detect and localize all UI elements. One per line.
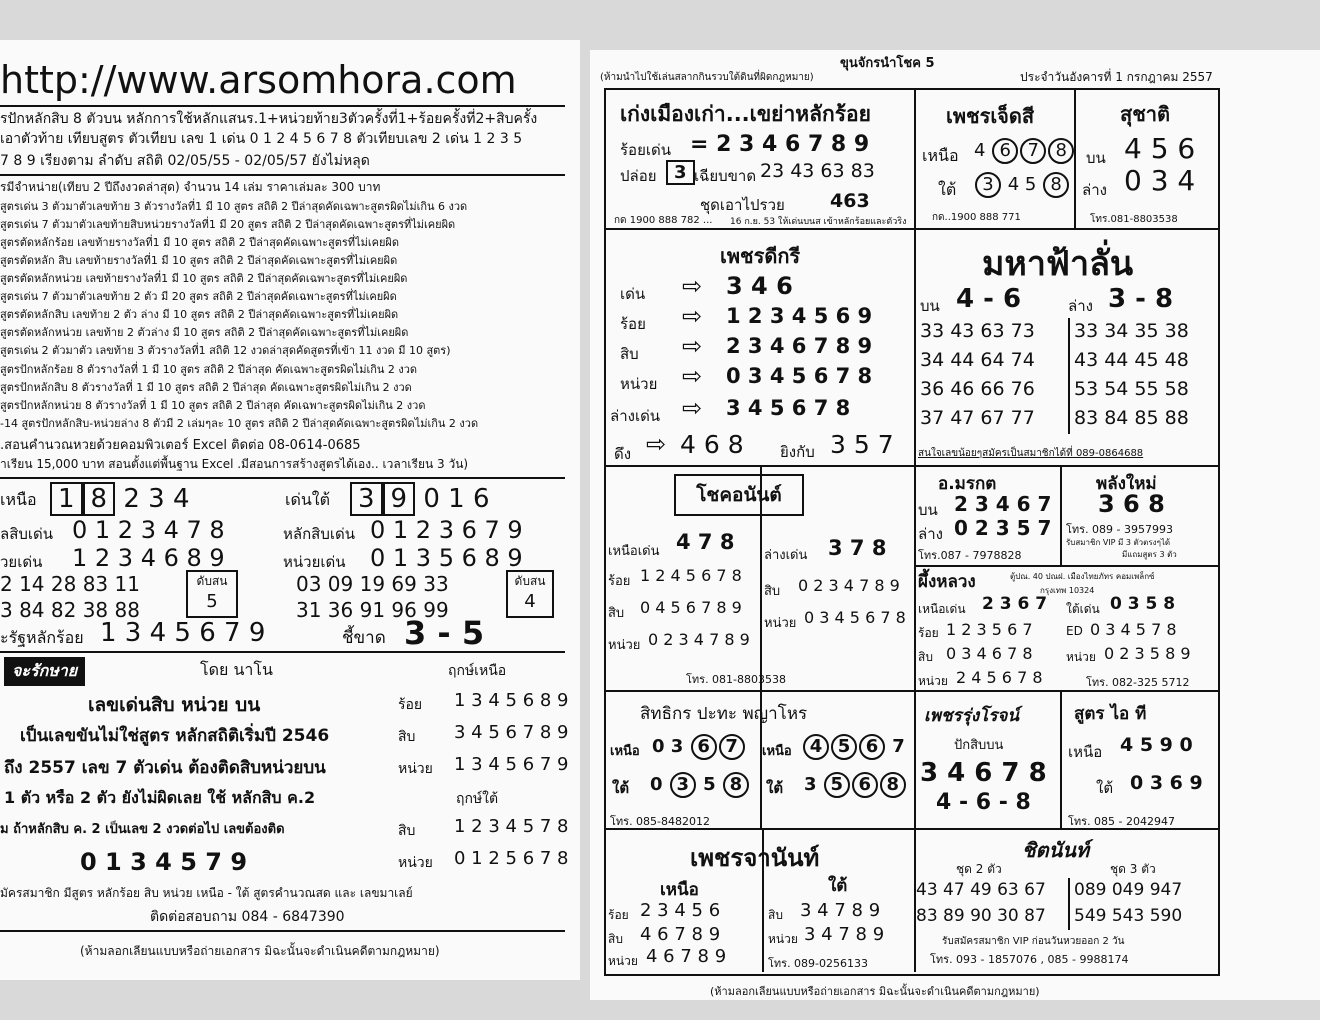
north-number: 1 8 2 3 4 [50,482,190,516]
c5-grid-row: 43 44 45 48 [1074,349,1189,371]
row-label: หลักสิบเด่น [283,525,355,543]
c8-title: พลังใหม่ [1096,474,1157,494]
digit-label: หน่วย [398,761,433,777]
c9-roi-value: 1 2 3 5 6 7 [946,620,1033,639]
c14-tel: โทร. 093 - 1857076 , 085 - 9988174 [930,953,1129,966]
right-page [590,50,1320,1000]
row-label: ลสิบเด่น [0,525,53,543]
c6-roi-value: 1 2 4 5 6 7 8 [640,566,742,585]
c4-arrow-icon: ⇨ [682,272,703,300]
text-line: ม ถ้าหลักสิบ ค. 2 เป็นเลข 2 งวดต่อไป เลขต้องติด [0,822,285,837]
c6-n-value: 4 7 8 [676,530,735,554]
digit-value: 1 3 4 5 6 7 9 [454,754,569,775]
c11-sub: ปักสิบบน [954,738,1004,753]
row-label: วยเด่น [0,553,43,571]
c9-t-value: 0 3 5 8 [1110,594,1176,614]
pairs-row: 03 09 19 69 33 [296,572,449,596]
c6-l-value: 3 7 8 [828,536,887,560]
footer: (ห้ามลอกเลียนแบบหรือถ่ายเอกสาร มิฉะนั้นจะดำเนินคดีตามกฎหมาย) [80,944,440,958]
c13-nuai-label: หน่วย [608,954,638,968]
text-line: รปักหลักสิบ 8 ตัวบน หลักการใช้หลักแสนร.1+หน่วยท้าย3ตัวครั้งที่1+ร้อยครั้งที่2+สิบครั้ง [0,111,538,127]
c13-title: เพชรจานันท์ [690,844,820,872]
c14-set2-row: 43 47 49 63 67 [916,880,1046,900]
c1-title: เก่งเมืองเก่า...เขย่าหลักร้อย [620,102,871,126]
under-number: 3 9 0 1 6 [350,482,490,516]
heading: เลขเด่นสิบ หน่วย บน [88,694,261,716]
c5-lang-label: ล่าง [1068,297,1093,315]
c5-bon-value: 4 - 6 [956,284,1022,314]
c13-tel: โทร. 089-0256133 [768,957,869,970]
c9-tel: โทร. 082-325 5712 [1086,676,1190,689]
digit-label: หน่วย [398,855,433,871]
c1-ploi-label: ปล่อย [620,167,657,185]
c6-sib-r-value: 0 2 3 4 7 8 9 [798,576,900,595]
text-line: 7 8 9 เรียงตาม ลำดับ สถิติ 02/05/55 - 02/05/57 ยังไม่หลุด [0,153,370,169]
c4-row-value: 3 4 6 [726,272,793,300]
c4-arrow-icon: ⇨ [682,332,703,360]
c9-ee-label: ED [1066,624,1083,638]
c2-tel: กด..1900 888 771 [932,212,1021,223]
c4-row-label: หน่วย [620,375,658,393]
c5-grid-row: 33 34 35 38 [1074,320,1189,342]
digit-label: ร้อย [398,697,423,713]
c8-note: มีแถมสูตร 3 ตัว [1122,550,1177,559]
pairs-row: 31 36 91 96 99 [296,598,449,622]
c7-bon-value: 2 3 4 6 7 [954,492,1052,516]
c12-t-label: ใต้ [1096,779,1114,797]
c4-row-label: เด่น [620,285,646,303]
c1-ploi-box: 3 [666,160,695,185]
c1-chut-label: ชุดเอาไปรวย [700,196,785,214]
theory-south: ฤกษ์ใต้ [456,791,499,807]
c6-tel: โทร. 081-8803538 [686,673,787,686]
c14-set3-row: 549 543 590 [1074,906,1183,926]
c8-tel: โทร. 089 - 3957993 [1066,523,1174,536]
c1-tel: กด 1900 888 782 ... [614,215,713,226]
c1-roi-label: ร้อยเด่น [620,141,671,159]
dub-box: ดับสน 4 [506,570,554,618]
c14-set3-label: ชุด 3 ตัว [1110,862,1156,876]
c6-sib-r-label: สิบ [764,584,781,599]
text-line: .สอนคำนวณหวยด้วยคอมพิวเตอร์ Excel ติดต่อ 08-0614-0685 [0,438,361,453]
c13-t-label: ใต้ [828,876,848,896]
c11-value2: 4 - 6 - 8 [936,790,1031,815]
text-line: สูตรเด่น 2 ตัวมาตัว เลขท้าย 3 ตัวรางวัลที่1 สถิติ 12 งวดล่าสุดคัดสูตรที่เข้า 11 งวด มี 10 สูตร) [0,344,451,357]
text-line: เป็นเลขขันไม่ใช่สูตร หลักสถิติเริ่มปี 2546 [20,726,330,746]
text-line: สูตรตัดหลักหน่วย เลขท้าย 2 ตัวล่าง มี 10 สูตร สถิติ 2 ปีล่าสุดคัดเฉพาะสูตรที่ไม่เคยผิด [0,326,409,339]
c9-nuai-label: หน่วย [918,674,948,688]
text-line: เอาตัวท้าย เทียบสูตร ตัวเทียบ เลข 1 เด่น 0 1 2 4 5 6 7 8 ตัวเทียบเลข 2 เด่น 1 2 3 5 [0,131,523,147]
c9-roi-label: ร้อย [918,626,939,640]
c2-north-digits: 4 6 7 8 [974,138,1075,164]
c14-set3-row: 089 049 947 [1074,880,1183,900]
c7-tel: โทร.087 - 7978828 [918,549,1022,562]
c2-south-label: ใต้ [938,180,957,199]
c3-top-value: 4 5 6 [1124,132,1196,165]
c4-yingkap-label: ยิงกับ [780,443,815,461]
c14-set2-row: 83 89 90 30 87 [916,906,1046,926]
row-label: หน่วยเด่น [283,553,346,571]
c8-value: 3 6 8 [1098,490,1165,518]
digit-label: สิบ [398,823,416,839]
member-text: มัครสมาชิก มีสูตร หลักร้อย สิบ หน่วย เหนือ - ใต้ สูตรคำนวณสด และ เลขมาเลย์ [0,886,413,900]
c5-title: มหาฟ้าลั่น [982,244,1134,284]
c14-note: รับสมัครสมาชิก VIP ก่อนวันหวยออก 2 วัน [942,936,1125,947]
c4-dueng-label: ดึง [614,445,632,463]
c14-title: ชิตนันท์ [1022,838,1090,862]
c12-tel: โทร. 085 - 2042947 [1068,815,1176,828]
c4-dueng-value: 4 6 8 [680,430,744,459]
c4-row-label: ล่างเด่น [610,407,661,425]
text-line: สูตรเด่น 3 ตัวมาตัวเลขท้าย 3 ตัวรางวัลที่1 มี 10 สูตร สถิติ 2 ปีล่าสุดคัดเฉพาะสูตรผิดไม่เกิน 6 งวด [0,200,468,213]
c12-n-value: 4 5 9 0 [1120,734,1193,756]
text-line: สูตรปักหลักสิบ 8 ตัวรางวัลที่ 1 มี 10 สูตร สถิติ 2 ปีล่าสุด คัดเฉพาะสูตรผิดไม่เกิน 2 งวด [0,381,412,394]
c6-nuai-value: 0 2 3 4 7 8 9 [648,630,750,649]
pairs-row: 3 84 82 38 88 [0,598,140,622]
pairs-row: 2 14 28 83 11 [0,572,140,596]
c1-ploi-text: เฉียบขาด [694,167,757,185]
c4-yingkap-value: 3 5 7 [830,430,894,459]
c3-top-label: บน [1086,149,1106,167]
c10-t2-label: ใต้ [766,779,784,797]
c3-tel: โทร.081-8803538 [1090,214,1178,225]
c4-row-value: 2 3 4 6 7 8 9 [726,334,873,358]
c9-ee-value: 0 3 4 5 7 8 [1090,620,1177,639]
c5-grid-row: 36 46 66 76 [920,378,1035,400]
digit-value: 0 1 2 5 6 7 8 [454,848,569,869]
c9-n-value: 2 3 6 7 [982,594,1048,614]
c13-roi-label: ร้อย [608,908,629,922]
c7-lang-value: 0 2 3 5 7 [954,516,1052,540]
c4-row-value: 0 3 4 5 6 7 8 [726,364,873,388]
c6-sib-value: 0 4 5 6 7 8 9 [640,598,742,617]
c2-south-digits: 3 4 5 8 [974,172,1070,198]
c9-title: ผึ้งหลวง [918,572,976,592]
c7-title: อ.มรกต [938,474,997,494]
digit-value: 1 3 4 5 6 8 9 [454,690,569,711]
under-label: เด่นใต้ [285,490,330,509]
c3-bot-value: 0 3 4 [1124,164,1196,197]
c13-r-nuai-label: หน่วย [768,932,798,946]
c4-row-value: 3 4 5 6 7 8 [726,396,851,420]
c14-set2-label: ชุด 2 ตัว [956,862,1002,876]
c5-grid-row: 37 47 67 77 [920,407,1035,429]
c9-sib-value: 0 3 4 6 7 8 [946,644,1033,663]
c6-nuai-r-label: หน่วย [764,616,797,631]
c9-nuai-value: 2 4 5 6 7 8 [956,668,1043,687]
website-url: http://www.arsomhora.com [0,58,517,102]
c13-sib-label: สิบ [608,932,623,946]
c4-arrow-icon: ⇨ [682,362,703,390]
digit-value: 3 4 5 6 7 8 9 [454,722,569,743]
c4-arrow-icon: ⇨ [646,430,667,458]
deadly-value: 3 - 5 [404,614,485,652]
text-line: สูตรเด่น 7 ตัวมาตัวเลขท้ายสิบหน่วยรางวัลที่1 มี 20 สูตร สถิติ 2 ปีล่าสุดคัดเฉพาะสูตรที่ไม่เคยผิด [0,218,456,231]
c6-sib-label: สิบ [608,606,625,621]
text-line: ำเรียน 15,000 บาท สอนตั้งแต่พื้นฐาน Excel .มีสอนการสร้างสูตรได้เอง.. เวลาเรียน 3 วัน) [0,457,469,471]
c12-title: สูตร ไอ ที [1074,704,1147,724]
text-line: รมีจำหน่าย(เทียบ 2 ปีถึงงวดล่าสุด) จำนวน 14 เล่ม ราคาเล่มละ 300 บาท [0,180,381,194]
big-number: 0 1 3 4 5 7 9 [80,848,248,876]
c3-title: สุชาติ [1120,102,1170,126]
c12-t-value: 0 3 6 9 [1130,772,1203,794]
issue-date: ประจำวันอังคารที่ 1 กรกฎาคม 2557 [1020,70,1213,84]
c9-n-label: เหนือเด่น [918,602,966,616]
c5-lang-value: 3 - 8 [1108,284,1174,314]
text-line: สูตรตัดหลักสิบ เลขท้าย 2 ตัว ล่าง มี 10 สูตร สถิติ 2 ปีล่าสุดคัดเฉพาะสูตรที่ไม่เคยผิด [0,308,399,321]
digit-value: 1 2 3 4 5 7 8 [454,816,569,837]
c5-grid-row: 34 44 64 74 [920,349,1035,371]
c8-note: รับสมาชิก VIP มี 3 ตัวตรงๆได้ [1066,538,1171,547]
c1-note: 16 ก.ย. 53 ให้เด่นบนส เข้าหลักร้อยและตัวริง [730,217,907,227]
c13-r-sib-label: สิบ [768,908,783,922]
c2-north-label: เหนือ [922,146,959,165]
c10-title: สิทธิกร ปะทะ พญาโหร [640,704,808,724]
c12-n-label: เหนือ [1068,743,1103,761]
c4-row-value: 1 2 3 4 5 6 9 [726,304,873,328]
c10-t2-digits: 3 5 6 8 [804,772,907,798]
c11-value: 3 4 6 7 8 [920,758,1047,788]
dub-box: ดับสน 5 [186,570,238,618]
c6-l-label: ล่างเด่น [764,548,808,563]
c5-grid-row: 53 54 55 58 [1074,378,1189,400]
c10-n1-label: เหนือ [610,744,640,759]
text-line: -14 สูตรปักหลักสิบ-หน่วยล่าง 8 ตัวมี 2 เล่มๆละ 10 สูตร สถิติ 2 ปีล่าสุดคัดเฉพาะสูตรผิดไม่เกิน 2 งวด [0,417,479,430]
c13-nuai-value: 4 6 7 8 9 [646,946,727,967]
c6-roi-label: ร้อย [608,574,631,589]
c13-n-label: เหนือ [660,880,699,900]
hundred-label: ะรัฐหลักร้อย [0,628,84,647]
c10-t1-digits: 0 3 5 8 [650,772,750,798]
c4-arrow-icon: ⇨ [682,394,703,422]
c5-grid-row: 33 43 63 73 [920,320,1035,342]
c9-r-nuai-value: 0 2 3 5 8 9 [1104,644,1191,663]
row-value: 1 2 3 4 6 8 9 [72,544,225,572]
row-value: 0 1 2 3 6 7 9 [370,516,523,544]
c10-tel: โทร. 085-8482012 [610,815,711,828]
text-line: 1 ตัว หรือ 2 ตัว ยังไม่ผิดเลย ใช้ หลักสิบ ค.2 [4,788,316,807]
c9-address: ตู้ปณ. 40 ปณฝ. เมืองไทยภัทร คอมเพล็กซ์ [1010,572,1155,581]
author: โดย นาโน [200,660,273,679]
footer: (ห้ามลอกเลียนแบบหรือถ่ายเอกสาร มิฉะนั้นจะดำเนินคดีตามกฎหมาย) [710,985,1040,998]
c5-note: สนใจเลขน้อยๆสมัครเป็นสมาชิกได้ที่ 089-0864688 [918,448,1144,459]
text-line: สูตรเด่น 7 ตัวมาตัวเลขท้าย 2 ตัว มี 20 สูตร สถิติ 2 ปีล่าสุดคัดเฉพาะสูตรที่ไม่เคยผิด [0,290,397,303]
c6-nuai-label: หน่วย [608,638,641,653]
deadly-label: ชี้ขาด [342,628,386,648]
c10-n1-digits: 0 3 6 7 [652,734,746,760]
c5-grid-row: 83 84 85 88 [1074,407,1189,429]
text-line: สูตรตัดหลัก สิบ เลขท้ายรางวัลที่1 มี 10 สูตร สถิติ 2 ปีล่าสุดคัดเฉพาะสูตรที่ไม่เคยผิด [0,254,398,267]
c6-nuai-r-value: 0 3 4 5 6 7 8 [804,608,906,627]
c4-title: เพชรดีกรี [720,244,801,268]
c13-r-nuai-value: 3 4 7 8 9 [804,924,885,945]
c6-n-label: เหนือเด่น [608,544,660,559]
c13-sib-value: 4 6 7 8 9 [640,924,721,945]
c2-title: เพชรเจ็ดสี [946,104,1035,128]
c3-bot-label: ล่าง [1082,181,1107,199]
c10-t1-label: ใต้ [612,779,630,797]
c7-lang-label: ล่าง [918,525,943,543]
c1-roi-value: = 2 3 4 6 7 8 9 [690,132,870,157]
text-line: สูตรปักหลักร้อย 8 ตัวรางวัลที่ 1 มี 10 สูตร สถิติ 2 ปีล่าสุด คัดเฉพาะสูตรผิดไม่เกิน 2 งวด [0,363,418,376]
c4-row-label: ร้อย [620,315,646,333]
c4-row-label: สิบ [620,345,639,363]
logo: จะรักษาย [4,657,85,686]
digit-label: สิบ [398,729,416,745]
text-line: สูตรตัดหลักร้อย เลขท้ายรางวัลที่1 มี 10 สูตร สถิติ 2 ปีล่าสุดคัดเฉพาะสูตรที่ไม่เคยผิด [0,236,399,249]
c9-address2: กรุงเทพ 10324 [1040,586,1095,595]
magazine-title: ขุนจักรนำโชค 5 [840,56,935,71]
left-page [0,40,580,980]
c9-sib-label: สิบ [918,650,933,664]
text-line: สูตรปักหลักหน่วย 8 ตัวรางวัลที่ 1 มี 10 สูตร สถิติ 2 ปีล่าสุด คัดเฉพาะสูตรผิดไม่เกิน 2 งวด [0,399,426,412]
c7-bon-label: บน [918,501,938,519]
c1-chut-value: 463 [830,190,870,212]
c5-bon-label: บน [920,297,940,315]
row-value: 0 1 2 3 4 7 8 [72,516,225,544]
c10-n2-digits: 4 5 6 7 [802,734,905,760]
top-note: (ห้ามนำไปใช้เล่นสลากกินรวบใต้ดินที่ผิดกฎหมาย) [600,72,814,83]
c13-r-sib-value: 3 4 7 8 9 [800,900,881,921]
c11-title: เพชรรุ่งโรจน์ [924,706,1019,726]
c6-title: โชคอนันต์ [696,484,782,506]
c13-roi-value: 2 3 4 5 6 [640,900,721,921]
c10-n2-label: เหนือ [762,744,792,759]
c6-title-box [674,474,804,516]
text-line: สูตรตัดหลักหน่วย เลขท้ายรางวัลที่1 มี 10 สูตร สถิติ 2 ปีล่าสุดคัดเฉพาะสูตรที่ไม่เคยผิด [0,272,408,285]
c9-t-label: ใต้เด่น [1066,602,1100,616]
row-value: 0 1 3 5 6 8 9 [370,544,523,572]
north-label: เหนือ [0,490,37,509]
text-line: ถึง 2557 เลข 7 ตัวเด่น ต้องติดสิบหน่วยบน [4,758,326,778]
theory-north: ฤกษ์เหนือ [448,663,507,679]
c1-ploi-numbers: 23 43 63 83 [760,160,875,182]
c4-arrow-icon: ⇨ [682,302,703,330]
contact: ติดต่อสอบถาม 084 - 6847390 [150,909,345,925]
c9-r-nuai-label: หน่วย [1066,650,1096,664]
hundred-value: 1 3 4 5 6 7 9 [100,618,266,648]
